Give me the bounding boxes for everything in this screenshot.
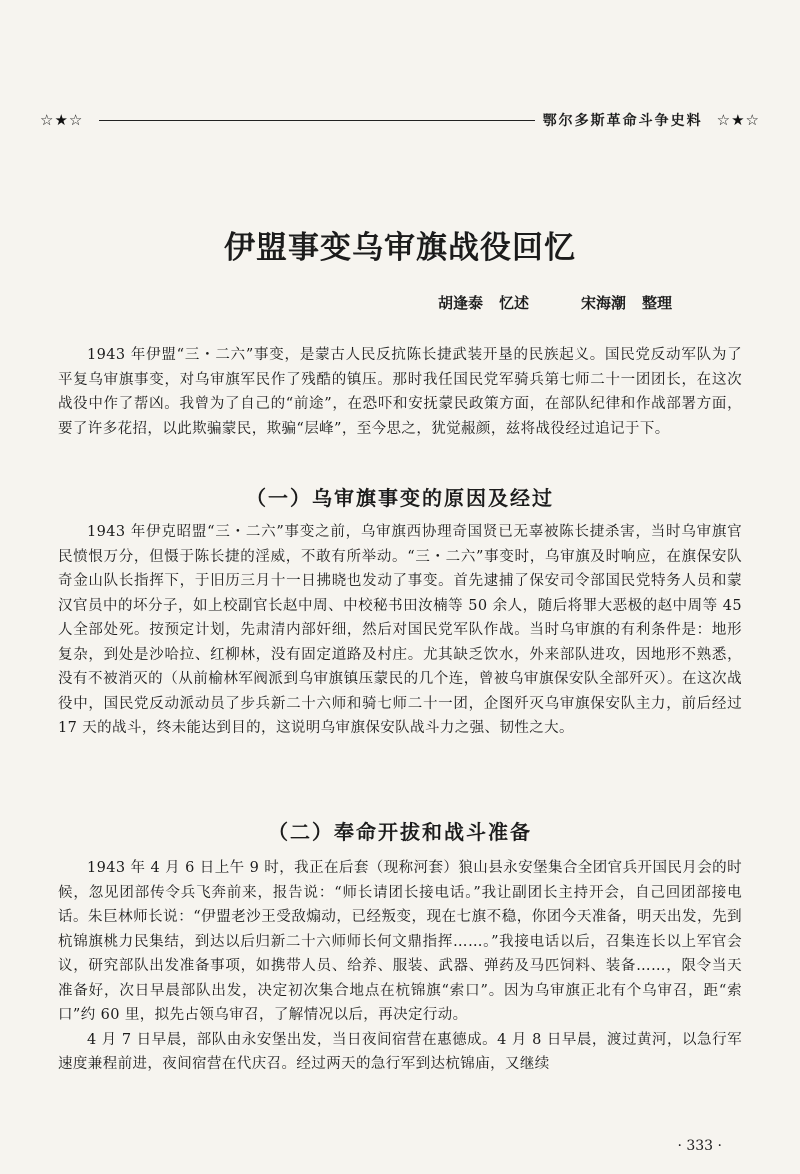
section-heading-1: （一）乌审旗事变的原因及经过: [246, 486, 554, 510]
page-number: · 333 ·: [677, 1138, 722, 1154]
paragraph: 1943 年 4 月 6 日上午 9 时，我正在后套（现称河套）狼山县永安堡集合全团官兵开国民月会的时候，忽见团部传令兵飞奔前来，报告说：“师长请团长接电话。”我让副团长主持开会，自己回团部接电话。朱巨林师长说：“伊盟老沙王受敌煽动，已经叛变，现在七旗不稳，你团今天准备，明天出发，先到杭锦旗桃力民集结，到达以后归新二十六师师长何文鼎指挥……。”我接电话以后，召集连长以上军官会议，研究部队出发准备事项，如携带人员、给养、服装、武器、弹药及马匹饲料、装备……，限令当天准备好，次日早晨部队出发，决定初次集合地点在杭锦旗“索口”。因为乌审旗正北有个乌审召，距“索口”约 60 里，拟先占领乌审召，了解情况以后，再决定行动。: [58, 860, 742, 1023]
author-name: 胡逢泰: [437, 294, 483, 312]
editor-credit: [581, 292, 672, 313]
paragraph: 1943 年伊盟“三・二六”事变，是蒙古人民反抗陈长捷武装开垦的民族起义。国民党反动军队为了平复乌审旗事变，对乌审旗军民作了残酷的镇压。那时我任国民党军骑兵第七师二十一团团长，在这次战役中作了帮凶。我曾为了自己的“前途”，在恐吓和安抚蒙民政策方面，在部队纪律和作战部署方面，要了许多花招，以此欺骗蒙民，欺骗“层峰”，至今思之，犹觉赧颜，兹将战役经过追记于下。: [58, 347, 742, 437]
running-header: [40, 108, 760, 132]
byline: [438, 292, 672, 313]
stars-ornament-right: ☆★☆: [716, 111, 760, 129]
editor-role: 整理: [641, 294, 672, 312]
series-title: 鄂尔多斯革命斗争史料: [542, 113, 703, 129]
paragraph: 1943 年伊克昭盟“三・二六”事变之前，乌审旗西协理奇国贤已无辜被陈长捷杀害，当时乌审旗官民愤恨万分，但慑于陈长捷的淫威，不敢有所举动。“三・二六”事变时，乌审旗及时响应，在旗保安队奇金山队长指挥下，于旧历三月十一日拂晓也发动了事变。首先逮捕了保安司令部国民党特务人员和蒙汉官员中的坏分子，如上校副官长赵中周、中校秘书田汝楠等 50 余人，随后将罪大恶极的赵中周等 45 人全部处死。按预定计划，先肃清内部奸细，然后对国民党军队作战。当时乌审旗的有利条件是：地形复杂，到处是沙哈拉、红柳林，没有固定道路及村庄。尤其缺乏饮水，外来部队进攻，因地形不熟悉，没有不被消灭的（从前榆林军阀派到乌审旗镇压蒙民的几个连，曾被乌审旗保安队全部歼灭）。在这次战役中，国民党反动派动员了步兵新二十六师和骑七师二十一团，企图歼灭乌审旗保安队主力，前后经过 17 天的战斗，终未能达到目的，这说明乌审旗保安队战斗力之强、韧性之大。: [58, 524, 742, 736]
author-credit: [438, 292, 529, 313]
paragraph: 4 月 7 日早晨，部队由永安堡出发，当日夜间宿营在惠德成。4 月 8 日早晨，渡过黄河，以急行军速度兼程前进，夜间宿营在代庆召。经过两天的急行军到达杭锦庙，又继续: [58, 1031, 742, 1072]
header-rule: [99, 120, 534, 121]
editor-name: 宋海潮: [580, 294, 626, 312]
stars-ornament-left: ☆★☆: [40, 111, 84, 129]
intro-text: [58, 343, 742, 441]
article-title: 伊盟事变乌审旗战役回忆: [224, 230, 576, 266]
author-role: 忆述: [498, 294, 529, 312]
section-2-text: [58, 856, 742, 1077]
section-1-text: [58, 520, 742, 741]
section-heading-2: （二）奉命开拔和战斗准备: [268, 820, 532, 844]
